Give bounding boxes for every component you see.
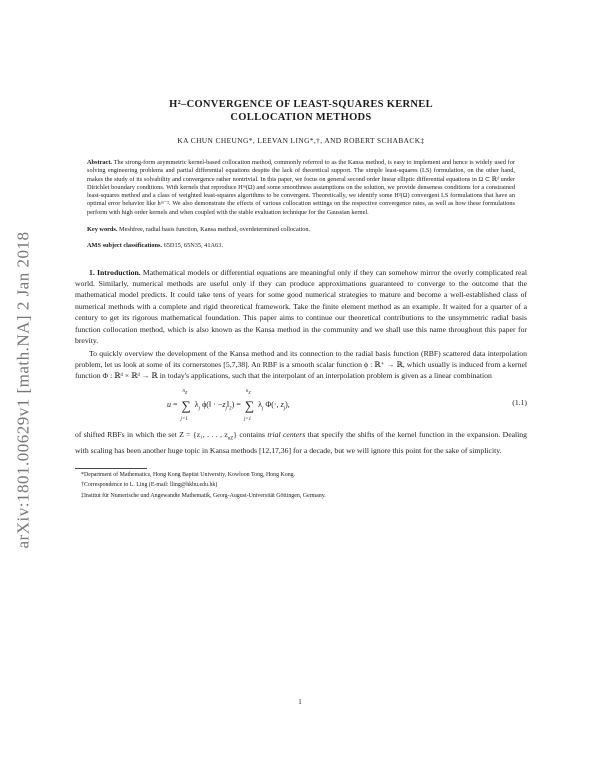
equation-number: (1.1) [512,397,527,407]
intro-paragraph-3 [75,429,527,456]
footnote-1: *Department of Mathematics, Hong Kong Baptist University, Kowloon Tong, Hong Kong. [81,472,296,479]
page-number: 1 [298,698,302,706]
abstract-text: The strong-form asymmetric kernel-based collocation method, commonly referred to as the Kansa method, is easy to implement and hence is widely used for solving engineering problems and partial differential equations despite the lack of theoretical support. The simple least-squares (LS) formulation, on the other hand, makes the study of its solvability and convergence rather nontrivial. In this paper, we focus on general second order linear elliptic differential equations in Ω ⊂ ℝᵈ under Dirichlet boundary conditions. With kernels that reproduce Hᵐ(Ω) and some smoothness assumptions on the solution, we provide denseness conditions for a constrained least-squares method and a class of weighted least-squares algorithms to be convergent. Theoretically, we identify some H²(Ω) convergent LS formulations that have an optimal error behavior like hᵐ⁻². We also demonstrate the effects of various collocation settings on the respective convergence rates, as well as how these formulations perform with high order kernels and when coupled with the stable evaluation technique for the Gaussian kernel. [87,159,515,216]
arxiv-stamp [8,180,38,600]
equation-body: u = ∑ $n_Z$ j=1 $\lambda_j$ ϕ(‖ · $-z_j‖_2$) = ∑ $n_Z$ j=1 $\lambda_j$ Φ(·, $z_j$), [167,388,290,422]
intro-paragraph-2: To quickly overview the development of the Kansa method and its connection to the radial basis function (RBF) scattered data interpolation problem, let us look at some of its cornerstones [5,7,38]. An RBF is a smooth scalar function ϕ : ℝ⁺ → ℝ, which usually is induced from a kernel function Φ : ℝᵈ × ℝᵈ → ℝ in today's applications, such that the interpolant of an interpolation problem is given as a linear combination [75,348,527,381]
keywords-heading: Key words. [87,226,118,234]
keywords-text: Meshfree, radial basis function, Kansa method, overdetermined collocation. [119,226,311,234]
intro-p1-text: Mathematical models or differential equations are meaningful only if they can somehow mirror the overly complicated real world. Similarly, numerical methods are useful only if they can produce approximations guaranteed to converge to the outcome that the mathematical model predicts. It could take tens of years for some good numerical strategies to mature and become a well-established class of numerical methods with a complete and rigid theoretical framework. Take the finite element method as an example. It waited for a quarter of a century to get its rigorous mathematical foundation. This paper aims to continue our theoretical contributions to the unsymmetric radial basis function collocation method, which is also known as the Kansa method in the community and we shall use this name throughout this paper for brevity. [75,267,527,346]
trial-centers-term: trial centers [267,429,306,439]
author-list: KA CHUN CHEUNG*, LEEVAN LING*,†, AND ROBERT SCHABACK‡ [177,136,425,145]
footnote-2: †Correspondence to L. Ling (E-mail: lling@hkbu.edu.hk) [81,482,218,489]
ams-text: 65D15, 65N35, 41A63. [163,242,223,250]
title-line-2: COLLOCATION METHODS [230,112,372,123]
title-line-1: H²–CONVERGENCE OF LEAST-SQUARES KERNEL [169,99,433,110]
intro-p3-text-b: } contains [233,429,268,439]
footnote-rule [75,468,147,469]
ams-heading: AMS subject classifications. [87,242,163,250]
keywords [87,226,515,234]
footnote-3: ‡Institut für Numerische und Angewandte Mathematik, Georg-August-Universität Göttingen, Germany. [81,492,326,499]
section-heading-introduction: 1. Introduction. [89,267,141,277]
ams-classifications [87,242,515,250]
intro-paragraph-1 [75,267,527,347]
abstract [87,159,515,217]
equation-1-1 [75,386,527,426]
arxiv-stamp-text: arXiv:1801.00629v1 [math.NA] 2 Jan 2018 [13,231,32,549]
paper-title [75,98,527,124]
paper-page [75,98,527,500]
intro-p3-text-c: that specify the shifts of the kernel function in the expansion. Dealing with scaling has been another huge topic in Kansa methods [12,17,36] for a decade, but we will ignore this point for the sake of simplicity. [75,429,527,455]
intro-p3-text-a: of shifted RBFs in which the set Z = {z₁, . . . , z [75,429,228,439]
intro-p3-subscript: nZ [227,436,234,442]
abstract-heading: Abstract. [87,159,113,166]
